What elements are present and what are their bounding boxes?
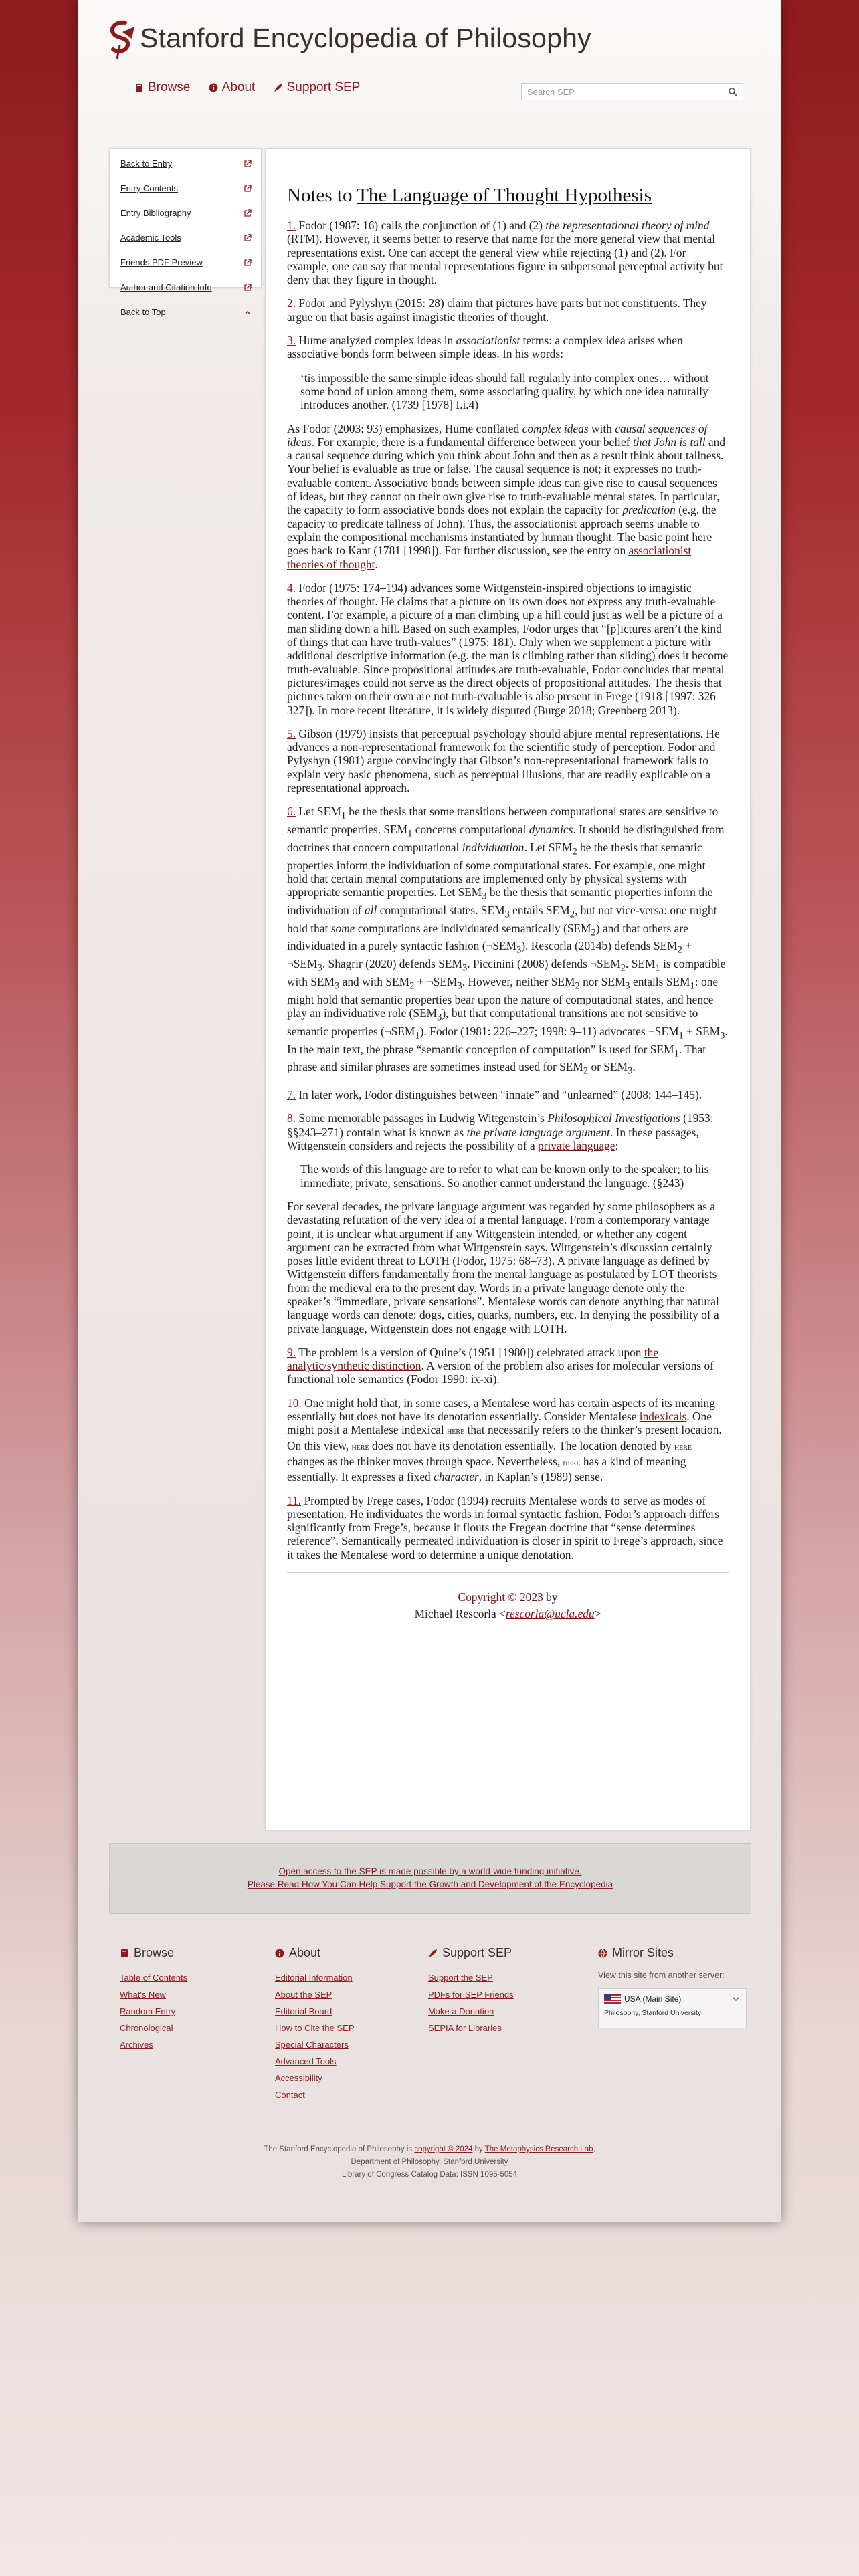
note-text: In later work, Fodor distinguishes between “innate” and “unlearned” (2008: 144–145). [296, 1088, 702, 1102]
footer-link[interactable]: About the SEP [275, 1990, 332, 2000]
note-text: concerns computational [412, 823, 529, 837]
footer-heading [275, 1946, 422, 1960]
notes-content [265, 148, 751, 1830]
footer-heading-label: Mirror Sites [612, 1946, 674, 1959]
subscript: 3 [516, 944, 522, 956]
book-icon [134, 83, 144, 92]
sep-logo-icon[interactable] [105, 19, 140, 62]
sidebar-item-label: Author and Citation Info [120, 282, 212, 292]
footer-browse [120, 1946, 267, 2053]
info-icon [209, 83, 218, 92]
subscript: 1 [655, 962, 660, 974]
note-text: : one might hold that semantic properties bear upon the nature of computational states, and hence play an individuative role (SEM [287, 975, 719, 1021]
note-text: individuation [462, 840, 524, 854]
legal-issn: Library of Congress Catalog Data: ISSN 1095-5054 [341, 2171, 518, 2179]
external-link-icon [244, 160, 252, 168]
footer-heading [598, 1946, 759, 1960]
note-10 [287, 1396, 729, 1484]
sidebar-item-label: Entry Contents [120, 183, 178, 193]
wittgenstein-quote: The words of this language are to refer to what can be known only to the speaker; to his immediate, private, sensations. So another cannot understand the language. (§243) [300, 1162, 709, 1190]
note-number[interactable]: 11. [287, 1493, 302, 1507]
note-number[interactable]: 7. [287, 1088, 296, 1102]
note-text: all [364, 903, 377, 917]
sidebar-item-back-to-top[interactable] [110, 307, 261, 332]
search-placeholder: Search SEP [527, 87, 575, 97]
note-3 [287, 334, 729, 361]
note-2 [287, 296, 729, 324]
note-text: that necessarily refers to the thinker’s present location. On this view, [287, 1423, 722, 1453]
footer-link[interactable]: Advanced Tools [275, 2056, 337, 2066]
site-title[interactable]: Stanford Encyclopedia of Philosophy [140, 23, 591, 53]
page-title [287, 184, 729, 207]
associationist-link[interactable]: associationist theories of thought [287, 544, 692, 571]
note-text: complex ideas [522, 421, 589, 435]
footer-link[interactable]: How to Cite the SEP [275, 2023, 355, 2033]
note-5 [287, 727, 729, 794]
sidebar-item-back-to-entry[interactable] [110, 158, 261, 183]
external-link-icon [244, 234, 252, 242]
note-text: Gibson (1979) insists that perceptual psychology should abjure mental representations. He advances a non-representational framework for the scientific study of perception. Fodor and Pylyshyn (1981) argue convincingly that Gibson’s non-representational framework fails to explain very basic phenomena, such as perceptual illusions, that are readily explicable on a representational approach. [287, 726, 720, 794]
footer-link[interactable]: What's New [120, 1990, 166, 2000]
external-link-icon [244, 185, 252, 193]
note-text: As Fodor (2003: 93) emphasizes, Hume conflated [287, 421, 522, 435]
legal-text: by [472, 2145, 485, 2153]
note-text: here [563, 1457, 581, 1468]
note-text: Philosophical Investigations [547, 1111, 680, 1125]
footer-support [428, 1946, 575, 2036]
note-text: . [375, 557, 378, 571]
note-text: here [674, 1442, 692, 1453]
note-text: (e.g. the capacity to predicate tallness of John). Thus, the associationist approach seems unable to explain the compositional mechanisms instantiated by human thought. The basic point here goes back to Kant (1781 [1998]). For further discussion, see the entry on [287, 503, 717, 558]
subscript: 1 [341, 810, 346, 821]
footer-link[interactable]: Archives [120, 2040, 153, 2050]
footer-link[interactable]: Editorial Board [275, 2006, 332, 2016]
nav-browse[interactable] [134, 80, 190, 95]
subscript: 3 [720, 1030, 725, 1041]
sidebar [109, 148, 262, 317]
note-text: ), but that computational transitions are not sensitive to semantic properties (¬SEM [287, 1006, 698, 1038]
note-text: or SEM [588, 1060, 628, 1074]
note-text: be the thesis that semantic properties inform the individuation of some computational states. For example, one might hold that certain mental computations are implemented only by physical systems with appropriate semantic properties. Let SEM [287, 840, 706, 899]
globe-icon [598, 1949, 607, 1958]
note-text: Let SEM [296, 804, 341, 819]
note-text: One might hold that, in some cases, a Mentalese word has certain aspects of its meaning essentially but does not have its denotation essentially. Consider Mentalese [287, 1396, 715, 1424]
subscript: 3 [457, 980, 462, 992]
subscript: 3 [335, 980, 340, 992]
us-flag-icon [604, 1994, 621, 2005]
note-text: changes as the thinker moves through space. Nevertheless, [287, 1454, 563, 1468]
sidebar-item-label: Back to Entry [120, 158, 173, 169]
note-text: (1953: §§243–271) contain what is known as [287, 1111, 714, 1139]
page-sheet [78, 0, 781, 2222]
subscript: 3 [504, 909, 510, 920]
search-input[interactable] [521, 83, 743, 100]
metaphysics-lab-link[interactable]: The Metaphysics Research Lab [484, 2145, 593, 2153]
note-text: . For example, there is a fundamental difference between your belief [311, 435, 633, 449]
note-text: . That phrase and similar phrases are sometimes instead used for SEM [287, 1042, 706, 1074]
note-text: here [351, 1442, 369, 1453]
note-11 [287, 1494, 729, 1562]
content-divider [287, 1572, 729, 1573]
note-text: does not have its denotation essentially. The location denoted by [369, 1438, 674, 1453]
note-text: has a kind of meaning essentially. It expresses a fixed [287, 1454, 686, 1484]
note-text: character [434, 1470, 479, 1484]
note-text: Fodor (1975: 174–194) advances some Wittgenstein-inspired objections to imagistic theories of thought. He claims that a picture on its own does not express any truth-evaluable content. For example, a picture of a man climbing up a hill could just as well be a picture of a man sliding down a hill. Based on such examples, Fodor urges that “[p]ictures aren’t the kind of things that can have truth-values” (1975: 181). Only when we supplement a picture with additional descriptive information (e.g. the man is climbing rather than sliding) does it become truth-evaluable. Since propositional attitudes are truth-evaluable, Fodor concludes that mental pictures/images could not serve as the direct objects of propositional attitudes. The thesis that pictures taken on their own are not truth-evaluable is also present in Frege (1918 [1997: 326–327]). In more recent literature, it is widely disputed (Burge 2018; Greenberg 2013). [287, 580, 729, 717]
sidebar-item-academic-tools[interactable] [110, 233, 261, 257]
subscript: 2 [572, 846, 577, 857]
author-email-link[interactable]: rescorla@ucla.edu [505, 1607, 595, 1621]
nav-support[interactable] [274, 80, 361, 95]
subscript: 2 [583, 1065, 589, 1077]
author-name: Michael Rescorla [414, 1607, 496, 1621]
note-text: entails SEM [509, 903, 570, 917]
quill-icon [428, 1949, 438, 1958]
sidebar-item-friends-pdf-preview[interactable] [110, 257, 261, 282]
note-text: The problem is a version of Quine’s (1951 [1980]) celebrated attack upon [296, 1345, 644, 1359]
footer-link[interactable]: Special Characters [275, 2040, 349, 2050]
note-text: ). Rescorla (2014b) defends SEM [521, 939, 678, 953]
footer-heading-label: Support SEP [442, 1946, 512, 1959]
subscript: 2 [575, 980, 580, 992]
subscript: 1 [407, 828, 413, 839]
footer-link[interactable]: SEPIA for Libraries [428, 2023, 502, 2033]
note-4 [287, 581, 729, 717]
entry-title-link[interactable]: The Language of Thought Hypothesis [357, 185, 652, 206]
note-text: Some memorable passages in Ludwig Wittgenstein’s [296, 1111, 548, 1125]
legal-footer [78, 2143, 781, 2181]
mirror-note: View this site from another server: [598, 1971, 725, 1980]
private-language-link[interactable]: private language [538, 1139, 615, 1153]
external-link-icon [244, 209, 252, 217]
note-text: . SEM [626, 957, 656, 971]
mirror-selected: USA (Main Site) [624, 1994, 682, 2004]
subscript: 2 [677, 944, 682, 956]
footer-heading [428, 1946, 575, 1960]
sidebar-item-author-citation-info[interactable] [110, 282, 261, 307]
sidebar-item-label: Friends PDF Preview [120, 257, 203, 267]
note-number[interactable]: 10. [287, 1396, 302, 1410]
note-text: Hume analyzed complex ideas in [296, 334, 456, 348]
note-text: here [447, 1426, 465, 1437]
subscript: 3 [317, 962, 322, 974]
note-number[interactable]: 4. [287, 580, 296, 595]
sidebar-item-entry-contents[interactable] [110, 183, 261, 208]
note-text: Fodor and Pylyshyn (2015: 28) claim that pictures have parts but not constituents. They argue on that basis against imagistic theories of thought. [287, 296, 707, 324]
note-text: . However, neither SEM [462, 975, 575, 988]
byline-text: by [543, 1590, 558, 1604]
note-text: associationist [456, 334, 520, 348]
subscript: 3 [437, 1012, 442, 1023]
note-text: and a causal sequence during which you think about John and then as a result think about tallness. Your belief is evaluable as true or false. The causal sequence is not; it expresses no truth-evaluable content. Associative bonds between simple ideas can give rise to causal sequences of ideas, but they cannot on their own give rise to truth-evaluable mental states. In particular, the capacity to form associative bonds does not explain the capacity for [287, 435, 726, 517]
subscript: 3 [482, 891, 487, 902]
note-number[interactable]: 9. [287, 1345, 296, 1359]
footer-link[interactable]: Random Entry [120, 2006, 176, 2016]
note-text: some [330, 921, 355, 935]
footer-heading [120, 1946, 267, 1960]
note-text: be the thesis that semantic properties inform the individuation of [287, 885, 713, 917]
sidebar-item-label: Back to Top [120, 307, 166, 317]
note-text: Prompted by Frege cases, Fodor (1994) recruits Mentalese words to serve as modes of presentation. He individuates the words in formal syntactic fashion. Fodor’s approach differs significantly from Frege’s, because it flouts the Fregean doctrine that “sense determines reference”. Semantically permeated individuation is closer in spirit to Frege’s approach, since it takes the Mentalese word to determine a unique denotation. [287, 1493, 723, 1562]
footer-about [275, 1946, 422, 2103]
note-number[interactable]: 5. [287, 726, 296, 740]
note-text: + ¬SEM [414, 975, 458, 988]
subscript: 3 [625, 980, 630, 992]
mirror-subtitle: Philosophy, Stanford University [604, 2009, 702, 2017]
footer-heading-label: Browse [134, 1946, 175, 1959]
sidebar-item-label: Entry Bibliography [120, 208, 191, 218]
copyright-link[interactable]: Copyright © 2023 [458, 1590, 543, 1604]
note-text: . It should be distinguished from doctrines that concern computational [287, 823, 725, 854]
chevron-up-icon [244, 308, 252, 316]
note-text: . In these passages, Wittgenstein considers and rejects the possibility of a [287, 1125, 699, 1153]
info-icon [275, 1949, 284, 1958]
external-link-icon [244, 259, 252, 267]
note-number[interactable]: 1. [287, 219, 296, 232]
note-3-continued [287, 422, 729, 571]
note-text: be the thesis that some transitions between computational states are sensitive to semantic properties. SEM [287, 804, 719, 837]
nav-browse-label: Browse [148, 80, 191, 94]
note-text: with [588, 421, 615, 435]
analytic-synthetic-link[interactable]: the analytic/synthetic distinction [287, 1345, 659, 1373]
note-text: ). Fodor (1981: 226–227; 1998: 9–11) advocates ¬SEM [419, 1024, 679, 1038]
nav-about-label: About [221, 80, 256, 94]
note-text: is compatible with SEM [287, 957, 726, 988]
note-text: . One might posit a Mentalese indexical [287, 1410, 712, 1437]
sidebar-item-entry-bibliography[interactable] [110, 208, 261, 233]
footer-link[interactable]: Contact [275, 2090, 305, 2100]
note-text: the private language argument [466, 1125, 610, 1139]
note-6 [287, 804, 729, 1078]
subscript: 1 [415, 1030, 420, 1041]
note-text: terms: a complex idea arises when associative bonds form between simple ideas. In his words: [287, 334, 683, 361]
note-text: (RTM). However, it seems better to reserve that name for the more general view that mental representations exist. One can accept the general view while rejecting (1) and (2). For example, one can say that mental representations figure in subpersonal perceptual activity but deny that they figure in thought. [287, 232, 723, 287]
note-1 [287, 219, 729, 286]
note-text: Fodor (1987: 16) calls the conjunction of (1) and (2) [296, 219, 546, 232]
note-text: . [632, 1060, 636, 1074]
chevron-down-icon [733, 1997, 739, 2002]
legal-text: , [593, 2145, 595, 2153]
note-7 [287, 1088, 729, 1101]
legal-department: Department of Philosophy, Stanford University [351, 2158, 508, 2166]
subscript: 1 [690, 980, 695, 992]
note-text: , in Kaplan’s (1989) sense. [478, 1470, 603, 1484]
main-nav [134, 80, 375, 96]
footer-link[interactable]: Editorial Information [275, 1973, 353, 1983]
subscript: 2 [409, 980, 415, 992]
note-text: dynamics [529, 823, 573, 837]
note-8 [287, 1111, 729, 1152]
funding-initiative-link[interactable]: Open access to the SEP is made possible by a world-wide funding initiative. [278, 1866, 582, 1876]
note-text: causal sequences of ideas [287, 421, 708, 449]
subscript: 3 [628, 1065, 633, 1077]
note-text: . In the main text, the phrase “semantic conception of computation” is used for SEM [287, 1024, 728, 1056]
footer-link[interactable]: Make a Donation [428, 2006, 494, 2016]
nav-about[interactable] [209, 80, 256, 95]
footer-link[interactable]: PDFs for SEP Friends [428, 1990, 514, 2000]
note-number[interactable]: 6. [287, 804, 296, 819]
sidebar-item-label: Academic Tools [120, 233, 181, 243]
legal-text: The Stanford Encyclopedia of Philosophy is [264, 2145, 415, 2153]
subscript: 1 [678, 1030, 684, 1041]
external-link-icon [244, 284, 252, 292]
nav-support-label: Support SEP [286, 80, 361, 94]
subscript: 1 [674, 1048, 679, 1059]
note-9 [287, 1346, 729, 1386]
note-text: : [615, 1139, 619, 1153]
footer-mirror [598, 1946, 759, 2028]
footer-link[interactable]: Chronological [120, 2023, 173, 2033]
note-text: entails SEM [630, 975, 690, 988]
note-text: + ¬SEM [287, 939, 692, 971]
subscript: 2 [569, 909, 575, 920]
support-growth-link[interactable]: Please Read How You Can Help Support the Growth and Development of the Encyclopedia [247, 1879, 613, 1889]
note-text: computational states. SEM [377, 903, 505, 917]
footer-link[interactable]: Accessibility [275, 2073, 322, 2083]
footer-heading-label: About [289, 1946, 321, 1959]
subscript: 3 [462, 962, 468, 974]
note-text: that John is tall [632, 435, 706, 449]
book-icon [120, 1949, 129, 1958]
note-text: + SEM [683, 1024, 721, 1038]
note-number[interactable]: 2. [287, 296, 296, 310]
note-number[interactable]: 3. [287, 334, 296, 348]
note-text: . Shagrir (2020) defends SEM [322, 957, 462, 971]
hume-quote: ‘tis impossible the same simple ideas should fall regularly into complex ones… without some bond of union among them, some associating quality, by which one idea naturally introduces another. (1739 [1978] I.i.4) [300, 370, 709, 412]
title-prefix: Notes to [287, 185, 357, 206]
note-8-continued: For several decades, the private language argument was regarded by some philosophers as a devastating refutation of the very idea of a mental language. From a contemporary vantage point, it is unclear what argument if any Wittgenstein intended, or whether any cogent argument can be extracted from what Wittgenstein says. Wittgenstein’s discussion certainly poses little evident threat to LOTH (Fodor, 1975: 68–73). A private language as defined by Wittgenstein differs fundamentally from the mental language as postulated by LOT theorists from the medieval era to the present day. Words in a private language denote only the speaker’s “immediate, private sensations”. Mentalese words can denote anything that natural language words can denote: dogs, cities, quarks, numbers, etc. In denying the possibility of a private language, Wittgenstein does not engage with LOTH. [287, 1199, 719, 1335]
note-text: ) and that others are individuated in a purely syntactic fashion (¬SEM [287, 921, 688, 953]
search-icon[interactable] [729, 88, 737, 96]
note-text: and with SEM [339, 975, 410, 988]
note-text: computations are individuated semantically (SEM [355, 921, 591, 935]
note-number[interactable]: 8. [287, 1111, 296, 1125]
legal-copyright-link[interactable]: copyright © 2024 [414, 2145, 473, 2153]
note-text: the representational theory of mind [545, 219, 710, 232]
copyright-byline: Copyright © 2023 by Michael Rescorla <rescorla@ucla.edu> [414, 1590, 601, 1621]
note-text: . A version of the problem also arises for molecular versions of functional role semantics (Fodor 1990: ix-xi). [287, 1359, 714, 1386]
funding-notice [109, 1843, 751, 1914]
note-text: nor SEM [579, 975, 626, 988]
footer-link[interactable]: Table of Contents [120, 1973, 188, 1983]
subscript: 2 [620, 962, 626, 974]
note-text: predication [622, 503, 676, 517]
footer-link[interactable]: Support the SEP [428, 1973, 493, 1983]
indexicals-link[interactable]: indexicals [639, 1410, 687, 1424]
note-text: . Let SEM [524, 840, 573, 854]
note-text: , but not vice-versa: one might hold that [287, 903, 717, 935]
subscript: 2 [591, 927, 596, 938]
quill-icon [274, 83, 283, 92]
mirror-site-select[interactable] [598, 1988, 747, 2028]
note-text: . Piccinini (2008) defends ¬SEM [467, 957, 621, 971]
